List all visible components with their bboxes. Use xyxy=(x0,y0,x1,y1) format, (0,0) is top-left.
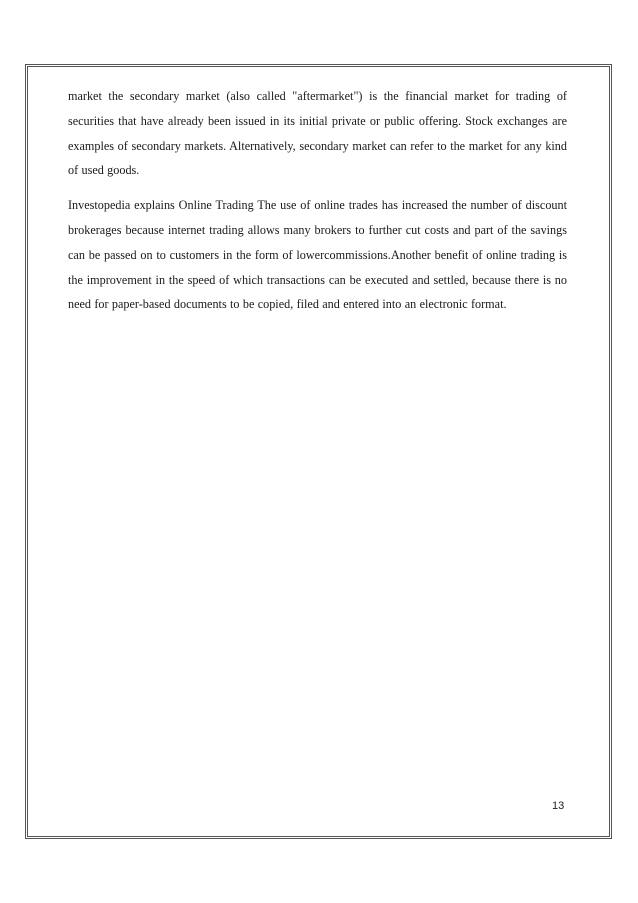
paragraph-secondary-market: market the secondary market (also called "aftermarket") is the financial market for trading of securities that have already been issued in its initial private or public offering. Stock exchanges are examples of secondary markets. Alternatively, secondary market can refer to the market for any kind of used goods. xyxy=(68,89,567,178)
document-body xyxy=(68,84,567,327)
paragraph-online-trading: Investopedia explains Online Trading The use of online trades has increased the number of discount brokerages because internet trading allows many brokers to further cut costs and part of the savings can be passed on to customers in the form of lowercommissions.Another benefit of online trading is the improvement in the speed of which transactions can be executed and settled, because there is no need for paper-based documents to be copied, filed and entered into an electronic format. xyxy=(68,198,567,312)
page-number: 13 xyxy=(552,800,565,812)
